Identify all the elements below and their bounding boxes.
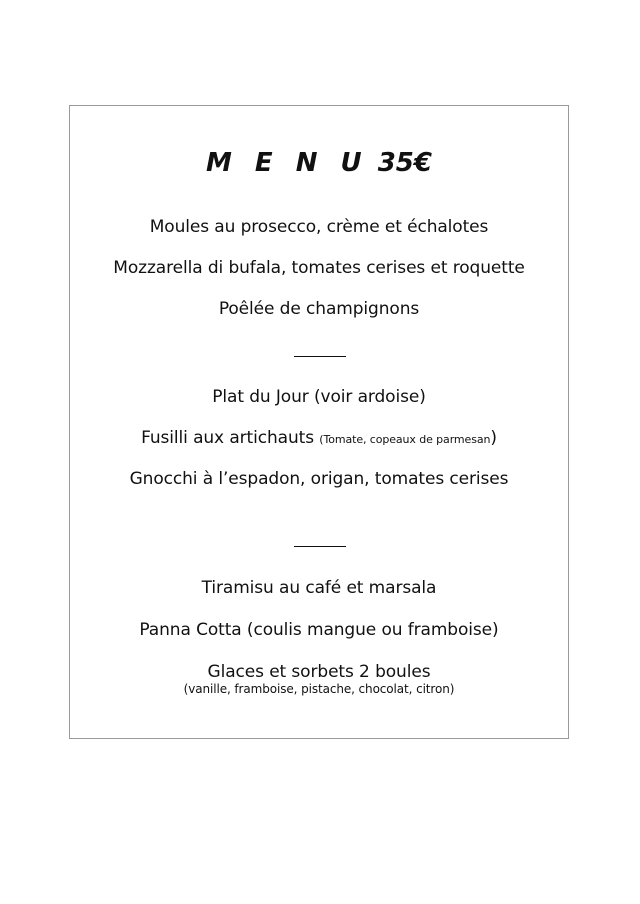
dessert-item: Panna Cotta (coulis mangue ou framboise): [139, 620, 499, 640]
starter-item: Mozzarella di bufala, tomates cerises et roquette: [113, 258, 525, 278]
menu-card: [69, 105, 569, 739]
dessert-item: Glaces et sorbets 2 boules: [207, 662, 431, 682]
main-item: [70, 428, 568, 450]
main-item-note-close: ): [490, 428, 497, 448]
menu-title-letters: M E N U: [205, 148, 369, 178]
main-item-note: (Tomate, copeaux de parmesan: [319, 433, 491, 446]
main-item: Plat du Jour (voir ardoise): [212, 387, 426, 407]
main-item-name: Fusilli aux artichauts: [141, 428, 314, 448]
section-divider: [294, 546, 346, 547]
dessert-item: Tiramisu au café et marsala: [201, 578, 437, 598]
starter-item: Poêlée de champignons: [218, 299, 420, 319]
starter-item: Moules au prosecco, crème et échalotes: [149, 217, 489, 237]
menu-title: [70, 148, 568, 178]
main-item: Gnocchi à l’espadon, origan, tomates cerises: [129, 469, 509, 489]
section-divider: [294, 356, 346, 357]
menu-title-price: 35€: [377, 148, 432, 178]
dessert-item-flavours: (vanille, framboise, pistache, chocolat, citron): [183, 682, 455, 696]
